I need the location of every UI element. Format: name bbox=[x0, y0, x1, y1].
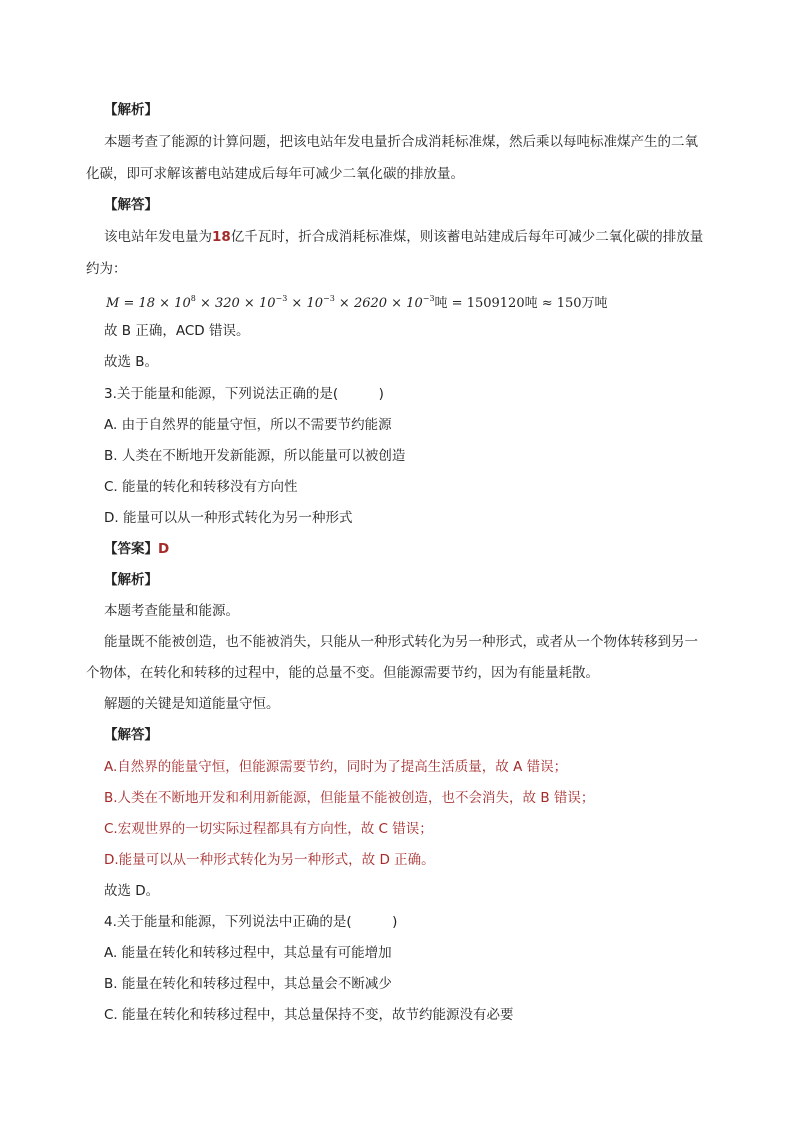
answer-key-heading: 【答案】 bbox=[104, 541, 158, 557]
question-4-stem: 4.关于能量和能源，下列说法中正确的是( ) bbox=[104, 914, 398, 930]
question-3-option-d: D. 能量可以从一种形式转化为另一种形式 bbox=[104, 510, 353, 526]
question-3-option-c: C. 能量的转化和转移没有方向性 bbox=[104, 479, 298, 495]
answer-text: 约为： bbox=[86, 261, 127, 277]
analysis-text: 本题考查能量和能源。 bbox=[104, 603, 239, 619]
question-4-option-c: C. 能量在转化和转移过程中，其总量保持不变，故节约能源没有必要 bbox=[104, 1007, 514, 1023]
answer-heading: 【解答】 bbox=[104, 197, 158, 213]
analysis-text: 本题考查了能源的计算问题，把该电站年发电量折合成消耗标准煤，然后乘以每吨标准煤产生的二氧 bbox=[104, 134, 698, 150]
question-4-option-b: B. 能量在转化和转移过程中，其总量会不断减少 bbox=[104, 976, 392, 992]
answer-key bbox=[104, 540, 169, 558]
formula-part: 吨 = 1509120吨 ≈ 150万吨 bbox=[434, 296, 608, 311]
analysis-heading: 【解析】 bbox=[104, 572, 158, 588]
formula-part: × 320 × 10 bbox=[195, 296, 276, 311]
question-4-option-a: A. 能量在转化和转移过程中，其总量有可能增加 bbox=[104, 945, 392, 961]
formula-exponent: −3 bbox=[275, 294, 288, 303]
formula-exponent: 8 bbox=[190, 294, 196, 303]
answer-value: 18 bbox=[212, 229, 231, 245]
answer-key-value: D bbox=[158, 541, 170, 557]
analysis-text: 化碳，即可求解该蓄电站建成后每年可减少二氧化碳的排放量。 bbox=[86, 166, 464, 182]
question-3-option-b: B. 人类在不断地开发新能源，所以能量可以被创造 bbox=[104, 448, 406, 464]
formula-part: M = 18 × 10 bbox=[106, 296, 191, 311]
answer-explanation-b: B.人类在不断地开发和利用新能源，但能量不能被创造，也不会消失，故 B 错误； bbox=[104, 790, 595, 806]
analysis-heading: 【解析】 bbox=[104, 102, 158, 118]
select-text: 故选 B。 bbox=[104, 354, 159, 370]
formula-exponent: −3 bbox=[322, 294, 335, 303]
answer-text-part: 亿千瓦时，折合成消耗标准煤，则该蓄电站建成后每年可减少二氧化碳的排放量 bbox=[230, 229, 704, 245]
formula-exponent: −3 bbox=[422, 294, 435, 303]
question-3-option-a: A. 由于自然界的能量守恒，所以不需要节约能源 bbox=[104, 417, 392, 433]
answer-explanation-d: D.能量可以从一种形式转化为另一种形式，故 D 正确。 bbox=[104, 852, 435, 868]
answer-heading: 【解答】 bbox=[104, 727, 158, 743]
select-text: 故选 D。 bbox=[104, 883, 160, 899]
conclusion-text: 故 B 正确，ACD 错误。 bbox=[104, 323, 250, 339]
answer-explanation-a: A.自然界的能量守恒，但能源需要节约，同时为了提高生活质量，故 A 错误； bbox=[104, 759, 568, 775]
answer-text bbox=[104, 228, 703, 246]
analysis-text: 能量既不能被创造，也不能被消失，只能从一种形式转化为另一种形式，或者从一个物体转移到另一 bbox=[104, 634, 698, 650]
formula-part: × 10 bbox=[287, 296, 323, 311]
formula-part: × 2620 × 10 bbox=[334, 296, 423, 311]
analysis-text: 个物体，在转化和转移的过程中，能的总量不变。但能源需要节约，因为有能量耗散。 bbox=[86, 665, 599, 681]
analysis-text: 解题的关键是知道能量守恒。 bbox=[104, 696, 280, 712]
answer-text-part: 该电站年发电量为 bbox=[104, 229, 212, 245]
formula bbox=[106, 290, 608, 313]
question-3-stem: 3.关于能量和能源，下列说法正确的是( ) bbox=[104, 386, 384, 402]
answer-explanation-c: C.宏观世界的一切实际过程都具有方向性，故 C 错误； bbox=[104, 821, 433, 837]
